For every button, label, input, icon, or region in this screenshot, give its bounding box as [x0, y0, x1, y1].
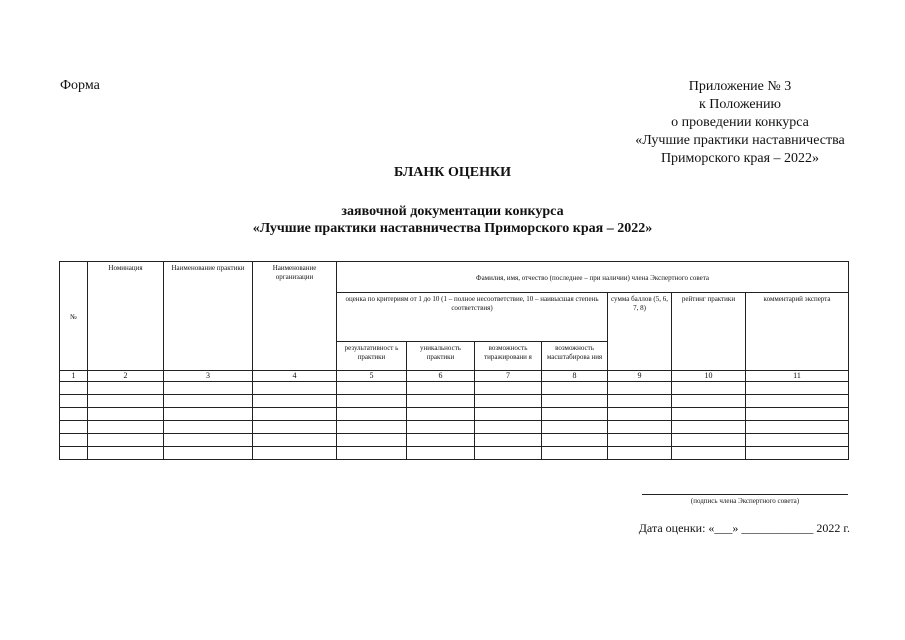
table-cell[interactable] — [475, 395, 542, 408]
column-number-row — [60, 371, 849, 382]
table-cell[interactable] — [672, 421, 746, 434]
table-cell[interactable] — [475, 408, 542, 421]
header-criteria: оценка по критериям от 1 до 10 (1 – полное несоответствие, 10 – наивысшая степень соответствия) — [337, 293, 608, 342]
header-expert-name: Фамилия, имя, отчество (последнее – при наличии) члена Экспертного совета — [337, 262, 849, 293]
table-cell[interactable] — [253, 395, 337, 408]
table-cell[interactable] — [253, 421, 337, 434]
table-cell[interactable] — [407, 447, 475, 460]
table-cell[interactable] — [60, 447, 88, 460]
appendix-line: Приморского края – 2022» — [660, 151, 820, 166]
table-row — [60, 421, 849, 434]
table-cell[interactable] — [253, 408, 337, 421]
table-cell[interactable] — [337, 447, 407, 460]
table-cell[interactable] — [407, 434, 475, 447]
table-row — [60, 447, 849, 460]
appendix-line: Приложение № 3 — [688, 79, 792, 94]
table-cell[interactable] — [164, 421, 253, 434]
table-cell[interactable] — [407, 395, 475, 408]
signature-line[interactable] — [642, 494, 848, 495]
column-number: 8 — [542, 371, 608, 382]
column-number: 5 — [337, 371, 407, 382]
table-cell[interactable] — [407, 408, 475, 421]
table-cell[interactable] — [542, 421, 608, 434]
table-cell[interactable] — [253, 382, 337, 395]
header-number: № — [60, 262, 88, 371]
table-cell[interactable] — [337, 382, 407, 395]
table-cell[interactable] — [88, 434, 164, 447]
table-cell[interactable] — [164, 447, 253, 460]
table-cell[interactable] — [253, 447, 337, 460]
table-cell[interactable] — [746, 434, 849, 447]
table-cell[interactable] — [60, 421, 88, 434]
table-cell[interactable] — [88, 447, 164, 460]
header-score-sum: сумма баллов (5, 6, 7, 8) — [608, 293, 672, 371]
table-cell[interactable] — [60, 408, 88, 421]
column-number: 11 — [746, 371, 849, 382]
header-criterion-effectiveness: результативност ь практики — [337, 342, 407, 371]
table-cell[interactable] — [746, 382, 849, 395]
table-cell[interactable] — [337, 434, 407, 447]
table-row — [60, 382, 849, 395]
column-number: 6 — [407, 371, 475, 382]
column-number: 7 — [475, 371, 542, 382]
table-cell[interactable] — [407, 421, 475, 434]
header-organization-name: Наименование организации — [253, 262, 337, 371]
table-cell[interactable] — [746, 395, 849, 408]
table-cell[interactable] — [608, 382, 672, 395]
table-cell[interactable] — [164, 382, 253, 395]
table-row — [60, 408, 849, 421]
table-cell[interactable] — [746, 447, 849, 460]
column-number: 2 — [88, 371, 164, 382]
table-cell[interactable] — [475, 421, 542, 434]
document-subtitle — [0, 203, 905, 237]
table-cell[interactable] — [672, 395, 746, 408]
subtitle-line: «Лучшие практики наставничества Приморского края – 2022» — [252, 221, 653, 236]
appendix-line: о проведении конкурса — [671, 115, 809, 130]
table-cell[interactable] — [164, 395, 253, 408]
column-number: 9 — [608, 371, 672, 382]
table-cell[interactable] — [475, 434, 542, 447]
table-cell[interactable] — [608, 447, 672, 460]
evaluation-date: Дата оценки: «___» ____________ 2022 г. — [638, 521, 850, 535]
table-cell[interactable] — [164, 434, 253, 447]
table-cell[interactable] — [746, 421, 849, 434]
table-row — [60, 434, 849, 447]
appendix-line: «Лучшие практики наставничества — [635, 133, 845, 148]
header-rating: рейтинг практики — [672, 293, 746, 371]
table-cell[interactable] — [746, 408, 849, 421]
table-cell[interactable] — [60, 382, 88, 395]
appendix-block — [600, 78, 880, 168]
document-title: БЛАНК ОЦЕНКИ — [393, 165, 512, 180]
table-cell[interactable] — [475, 382, 542, 395]
table-cell[interactable] — [672, 447, 746, 460]
table-cell[interactable] — [337, 395, 407, 408]
table-cell[interactable] — [672, 382, 746, 395]
column-number: 10 — [672, 371, 746, 382]
table-cell[interactable] — [608, 408, 672, 421]
column-number: 4 — [253, 371, 337, 382]
table-row — [60, 395, 849, 408]
table-cell[interactable] — [60, 395, 88, 408]
table-cell[interactable] — [164, 408, 253, 421]
table-cell[interactable] — [542, 434, 608, 447]
table-cell[interactable] — [337, 421, 407, 434]
header-criterion-uniqueness: уникальность практики — [407, 342, 475, 371]
table-cell[interactable] — [608, 395, 672, 408]
header-expert-comment: комментарий эксперта — [746, 293, 849, 371]
table-cell[interactable] — [475, 447, 542, 460]
table-cell[interactable] — [253, 434, 337, 447]
table-cell[interactable] — [608, 421, 672, 434]
table-cell[interactable] — [88, 421, 164, 434]
table-cell[interactable] — [88, 395, 164, 408]
header-criterion-replicability: возможность тиражировани я — [475, 342, 542, 371]
header-criterion-scalability: возможность масштабирова ния — [542, 342, 608, 371]
table-cell[interactable] — [672, 408, 746, 421]
appendix-line: к Положению — [698, 97, 781, 112]
header-nomination: Номинация — [88, 262, 164, 371]
table-cell[interactable] — [542, 408, 608, 421]
column-number: 1 — [60, 371, 88, 382]
column-number: 3 — [164, 371, 253, 382]
signature-caption: (подпись члена Экспертного совета) — [690, 497, 800, 505]
table-cell[interactable] — [672, 434, 746, 447]
subtitle-line: заявочной документации конкурса — [341, 204, 564, 219]
table-cell[interactable] — [337, 408, 407, 421]
table-cell[interactable] — [60, 434, 88, 447]
table-cell[interactable] — [542, 382, 608, 395]
form-label: Форма — [60, 78, 100, 93]
table-cell[interactable] — [542, 447, 608, 460]
table-cell[interactable] — [608, 434, 672, 447]
table-cell[interactable] — [542, 395, 608, 408]
table-cell[interactable] — [407, 382, 475, 395]
table-cell[interactable] — [88, 382, 164, 395]
header-practice-name: Наименование практики — [164, 262, 253, 371]
table-cell[interactable] — [88, 408, 164, 421]
evaluation-table — [59, 261, 849, 460]
